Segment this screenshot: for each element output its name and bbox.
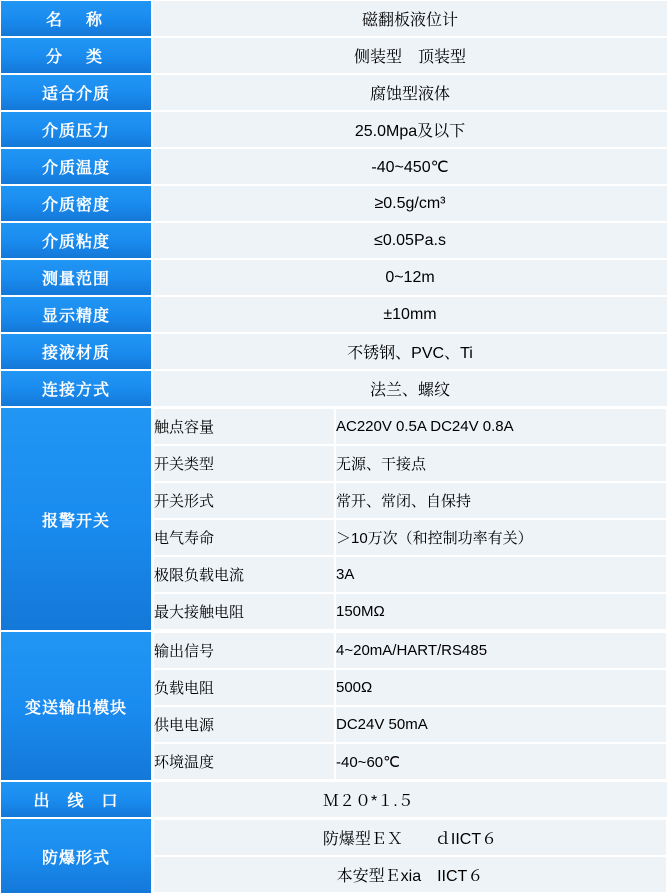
table-row	[0, 185, 668, 222]
row-value: 0~12m	[152, 259, 668, 296]
transmit-module-label: 变送输出模块	[0, 631, 152, 781]
sub-row-name: 开关形式	[153, 482, 335, 519]
row-value: 侧装型 顶装型	[152, 37, 668, 74]
explosion-proof-label: 防爆形式	[0, 818, 152, 894]
sub-row-value: 常开、常闭、自保持	[335, 482, 667, 519]
table-row	[0, 148, 668, 185]
row-label: 分 类	[0, 37, 152, 74]
outlet-label: 出 线 口	[0, 781, 152, 818]
table-row	[0, 333, 668, 370]
row-label: 显示精度	[0, 296, 152, 333]
row-value: ±10mm	[152, 296, 668, 333]
sub-row-name: 触点容量	[153, 408, 335, 445]
table-row	[0, 222, 668, 259]
explosion-proof-section	[0, 818, 668, 894]
alarm-switch-label: 报警开关	[0, 407, 152, 631]
sub-row-value: -40~60℃	[335, 743, 667, 780]
row-label: 测量范围	[0, 259, 152, 296]
explosion-proof-table	[153, 819, 667, 893]
row-value: -40~450℃	[152, 148, 668, 185]
table-row	[153, 445, 667, 482]
table-row	[153, 706, 667, 743]
table-row	[153, 632, 667, 669]
row-label: 介质粘度	[0, 222, 152, 259]
row-label: 介质密度	[0, 185, 152, 222]
table-row	[0, 781, 668, 818]
sub-row-name: 负载电阻	[153, 669, 335, 706]
row-value: 不锈钢、PVC、Ti	[152, 333, 668, 370]
explosion-proof-value: 防爆型ＥＸ ｄIICT６	[153, 819, 667, 856]
row-value: 腐蚀型液体	[152, 74, 668, 111]
row-label: 介质温度	[0, 148, 152, 185]
sub-row-name: 开关类型	[153, 445, 335, 482]
sub-row-name: 输出信号	[153, 632, 335, 669]
sub-row-value: 无源、干接点	[335, 445, 667, 482]
table-row	[0, 74, 668, 111]
sub-row-value: 150MΩ	[335, 593, 667, 630]
row-label: 名 称	[0, 0, 152, 37]
sub-row-value: DC24V 50mA	[335, 706, 667, 743]
table-row	[153, 556, 667, 593]
sub-row-name: 极限负载电流	[153, 556, 335, 593]
table-row	[0, 296, 668, 333]
sub-row-name: 环境温度	[153, 743, 335, 780]
sub-row-value: 4~20mA/HART/RS485	[335, 632, 667, 669]
table-row	[153, 669, 667, 706]
sub-row-name: 供电电源	[153, 706, 335, 743]
row-value: ≤0.05Pa.s	[152, 222, 668, 259]
table-row	[0, 0, 668, 37]
table-row	[0, 37, 668, 74]
row-label: 接液材质	[0, 333, 152, 370]
row-value: 25.0Mpa及以下	[152, 111, 668, 148]
table-row	[153, 743, 667, 780]
row-label: 介质压力	[0, 111, 152, 148]
table-row	[153, 819, 667, 856]
table-row	[153, 593, 667, 630]
sub-row-value: ＞10万次（和控制功率有关）	[335, 519, 667, 556]
sub-row-value: AC220V 0.5A DC24V 0.8A	[335, 408, 667, 445]
table-row	[153, 519, 667, 556]
row-value: 法兰、螺纹	[152, 370, 668, 407]
alarm-switch-table	[153, 408, 667, 630]
sub-row-value: 500Ω	[335, 669, 667, 706]
transmit-module-table	[153, 632, 667, 780]
table-row	[153, 856, 667, 893]
alarm-switch-section	[0, 407, 668, 631]
row-value: ≥0.5g/cm³	[152, 185, 668, 222]
table-row	[0, 259, 668, 296]
sub-row-name: 最大接触电阻	[153, 593, 335, 630]
table-row	[153, 482, 667, 519]
table-row	[0, 370, 668, 407]
sub-row-value: 3A	[335, 556, 667, 593]
row-label: 连接方式	[0, 370, 152, 407]
sub-row-name: 电气寿命	[153, 519, 335, 556]
row-value: 磁翻板液位计	[152, 0, 668, 37]
outlet-value: Ｍ２０*１.５	[152, 781, 668, 818]
table-row	[153, 408, 667, 445]
table-row	[0, 111, 668, 148]
explosion-proof-value: 本安型Ｅxia IICT６	[153, 856, 667, 893]
transmit-module-section	[0, 631, 668, 781]
row-label: 适合介质	[0, 74, 152, 111]
